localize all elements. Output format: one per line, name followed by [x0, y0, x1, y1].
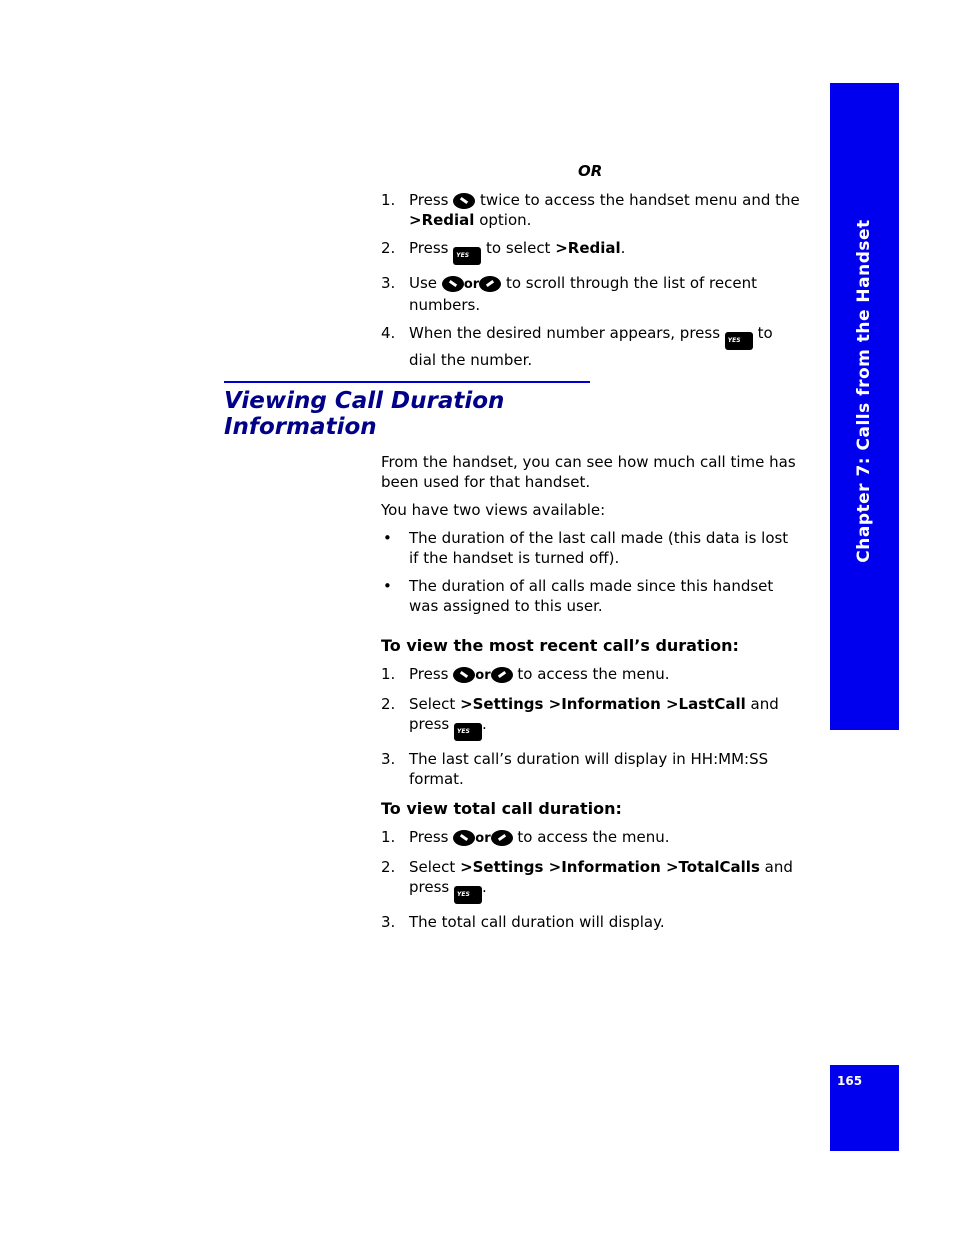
chapter-tab: [830, 83, 899, 730]
list-item: 4. When the desired number appears, press YES to dial the number.: [381, 324, 773, 369]
total-call-heading: To view total call duration:: [381, 799, 622, 818]
nav-key-icon: [491, 667, 513, 683]
list-item: 1. Press or to access the menu.: [381, 828, 670, 846]
list-item: 1. Press or to access the menu.: [381, 665, 670, 683]
section-title: Viewing Call Duration Information: [224, 388, 505, 440]
list-item: 2. Select >Settings >Information >LastCall and press YES .: [381, 694, 801, 741]
or-label: OR: [578, 162, 603, 180]
yes-key-icon: YES: [454, 723, 482, 741]
views-bullet-list: [381, 528, 801, 624]
intro-paragraph: From the handset, you can see how much call time has been used for that handset.: [381, 453, 796, 491]
recent-call-steps: [381, 664, 801, 797]
nav-key-icon: [453, 830, 475, 846]
recent-call-heading: To view the most recent call’s duration:: [381, 636, 739, 655]
yes-key-icon: YES: [454, 886, 482, 904]
total-call-steps: [381, 827, 801, 940]
intro-paragraph-2: You have two views available:: [381, 501, 606, 519]
yes-key-icon: YES: [725, 332, 753, 350]
page-number: 165: [837, 1074, 863, 1088]
nav-key-icon: [453, 667, 475, 683]
nav-key-icon: [479, 276, 501, 292]
list-item: • The duration of all calls made since this handset was assigned to this user.: [383, 577, 774, 615]
list-item: 2. Press YES to select >Redial.: [381, 238, 801, 265]
redial-steps: [381, 190, 801, 378]
list-item: 1. Press twice to access the handset menu and the >Redial option.: [381, 191, 800, 229]
list-item: 2. Select >Settings >Information >TotalCalls and press YES .: [381, 857, 801, 904]
list-item: • The duration of the last call made (this data is lost if the handset is turned off).: [383, 529, 789, 567]
nav-key-icon: [442, 276, 464, 292]
section-divider: [224, 381, 590, 383]
list-item: 3. Use or to scroll through the list of recent numbers.: [381, 274, 757, 314]
yes-key-icon: YES: [453, 247, 481, 265]
list-item: 3. The last call’s duration will display in HH:MM:SS format.: [381, 750, 769, 788]
chapter-title: Chapter 7: Calls from the Handset: [854, 219, 874, 563]
page-number-tab: [830, 1065, 899, 1151]
list-item: 3. The total call duration will display.: [381, 913, 665, 931]
nav-key-icon: [491, 830, 513, 846]
nav-key-icon: [453, 193, 475, 209]
